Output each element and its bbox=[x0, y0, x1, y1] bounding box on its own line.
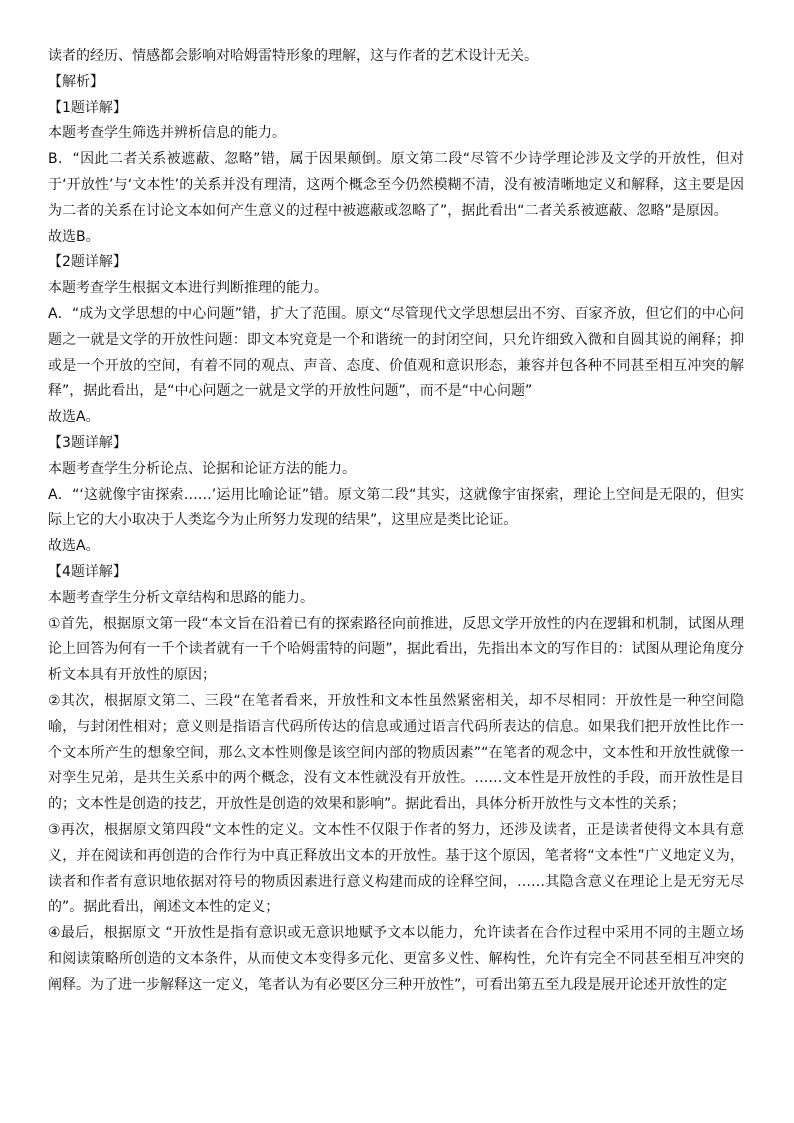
question-2-explanation: A．“成为文学思想的中心问题”错，扩大了范围。原文“尽管现代文学思想层出不穷、百家齐放，但它们的中心问题之一就是文学的开放性问题：即文本究竟是一个和谐统一的封闭空间，只允许细致入微和自圆其说的阐释；抑或是一个开放的空间，有着不同的观点、声音、态度、价值观和意识形态，兼容并包各种不同甚至相互冲突的解释”，据此看出，是“中心问题之一就是文学的开放性问题”，而不是“中心问题” bbox=[48, 305, 744, 400]
question-4-point-4: ④最后，根据原文 “开放性是指有意识或无意识地赋予文本以能力，允许读者在合作过程中采用不同的主题立场和阅读策略所创造的文本条件，从而使文本变得多元化、更富多义性、解构性，允许有完全不同甚至相互冲突的阐释。为了进一步解释这一定义，笔者认为有必要区分三种开放性”，可看出第五至九段是展开论述开放性的定 bbox=[48, 925, 744, 993]
question-2-heading: 【2题详解】 bbox=[48, 254, 127, 271]
answer-explanation-content bbox=[48, 44, 744, 998]
question-3-ability: 本题考查学生分析论点、论据和论证方法的能力。 bbox=[48, 460, 356, 477]
question-3-heading: 【3题详解】 bbox=[48, 434, 127, 451]
question-3-answer: 故选A。 bbox=[48, 538, 100, 555]
question-4-heading: 【4题详解】 bbox=[48, 563, 127, 580]
question-1-ability: 本题考查学生筛选并辨析信息的能力。 bbox=[48, 125, 286, 142]
question-2-answer: 故选A。 bbox=[48, 409, 100, 426]
question-3-explanation: A．“‘这就像宇宙探索……’运用比喻论证”错。原文第二段“其实，这就像宇宙探索，理论上空间是无限的，但实际上它的大小取决于人类迄今为止所努力发现的结果”，这里应是类比论证。 bbox=[48, 486, 744, 529]
question-1-answer: 故选B。 bbox=[48, 228, 100, 245]
question-4-ability: 本题考查学生分析文章结构和思路的能力。 bbox=[48, 589, 314, 606]
analysis-heading: 【解析】 bbox=[48, 73, 104, 90]
question-4-point-3: ③再次，根据原文第四段“文本性的定义。文本性不仅限于作者的努力，还涉及读者，正是读者使得文本具有意义，并在阅读和再创造的合作行为中真正释放出文本的开放性。基于这个原因，笔者将“文本性”广义地定义为，读者和作者有意识地依据对符号的物质因素进行意义构建而成的诠释空间，……其隐含意义在理论上是无穷无尽的”。据此看出，阐述文本性的定义； bbox=[48, 821, 744, 916]
question-4-point-1: ①首先，根据原文第一段“本文旨在沿着已有的探索路径向前推进，反思文学开放性的内在逻辑和机制，试图从理论上回答为何有一千个读者就有一千个哈姆雷特的问题”，据此看出，先指出本文的写作目的：试图从理论角度分析文本具有开放性的原因； bbox=[48, 615, 744, 684]
question-1-heading: 【1题详解】 bbox=[48, 99, 127, 116]
question-4-point-2: ②其次，根据原文第二、三段“在笔者看来，开放性和文本性虽然紧密相关，却不尽相同：开放性是一种空间隐喻，与封闭性相对；意义则是指语言代码所传达的信息或通过语言代码所表达的信息。如果我们把开放性比作一个文本所产生的想象空间，那么文本性则像是该空间内部的物质因素”“在笔者的观念中，文本性和开放性就像一对孪生兄弟，是共生关系中的两个概念，没有文本性就没有开放性。……文本性是开放性的手段，而开放性是目的；文本性是创造的技艺，开放性是创造的效果和影响”。据此看出，具体分析开放性与文本性的关系； bbox=[48, 692, 744, 813]
question-1-explanation: B．“因此二者关系被遮蔽、忽略”错，属于因果颠倒。原文第二段“尽管不少诗学理论涉及文学的开放性，但对于‘开放性’与‘文本性’的关系并没有理清，这两个概念至今仍然模糊不清，没有被清晰地定义和解释，这主要是因为二者的关系在讨论文本如何产生意义的过程中被遮蔽或忽略了”，据此看出“二者关系被遮蔽、忽略”是原因。 bbox=[48, 151, 744, 219]
question-2-ability: 本题考查学生根据文本进行判断推理的能力。 bbox=[48, 280, 328, 297]
paragraph-intro-conclusion: 读者的经历、情感都会影响对哈姆雷特形象的理解，这与作者的艺术设计无关。 bbox=[48, 48, 538, 64]
